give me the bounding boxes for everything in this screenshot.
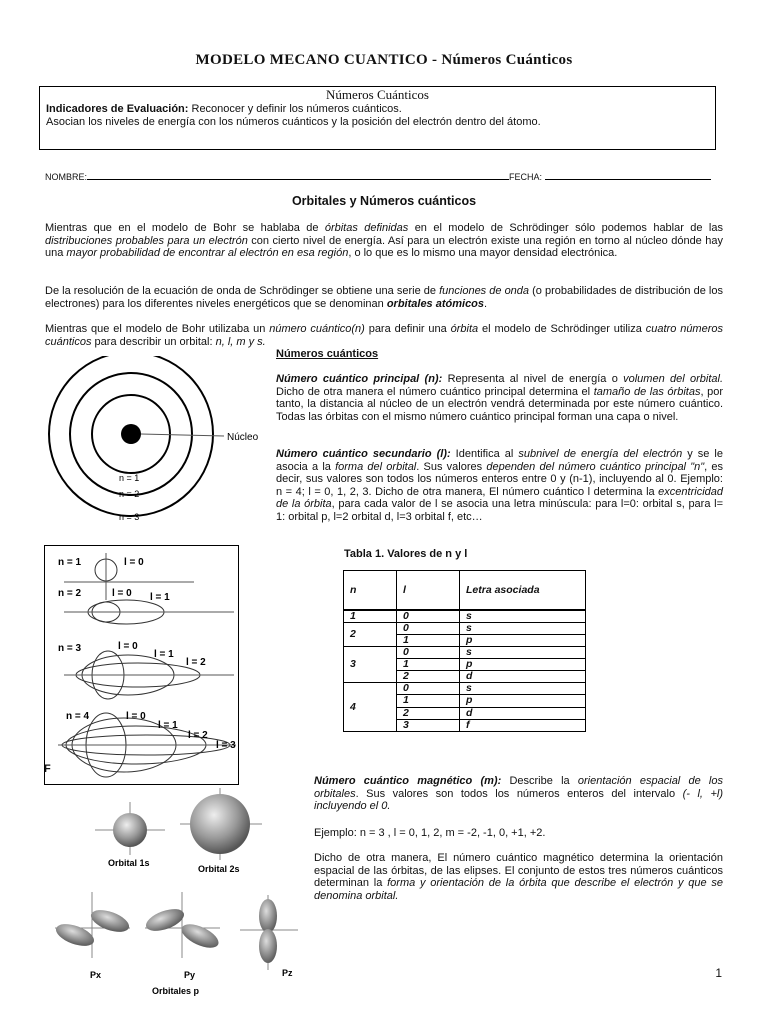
row-n1-l0: l = 0 <box>124 557 144 568</box>
nucleus-label: Núcleo <box>227 432 259 443</box>
level-label-1: n = 1 <box>119 473 140 483</box>
paragraph-2: De la resolución de la ecuación de onda de Schrödinger se obtiene una serie de funciones de onda (o probabilidades de distribución de los electrones) para los diferentes niveles energéticos que se denominan orbitales atómicos. <box>45 285 723 310</box>
orbitales-p-caption: Orbitales p <box>152 986 200 996</box>
px-lobe <box>88 906 132 937</box>
page-number: 1 <box>715 966 722 980</box>
header-l: l <box>397 571 460 610</box>
section-title: Orbitales y Números cuánticos <box>291 194 477 208</box>
level-label-2: n = 2 <box>119 489 140 499</box>
orbit-shapes-diagram <box>44 545 239 785</box>
row-n1: n = 1 <box>58 557 82 568</box>
py-lobe <box>143 905 187 936</box>
table-row: 1 p <box>344 659 586 671</box>
py-lobe <box>178 919 222 952</box>
name-date-row <box>45 170 725 182</box>
name-label: NOMBRE: <box>45 172 88 182</box>
orbital-1s-label: Orbital 1s <box>108 858 150 868</box>
table-row: 2 d <box>344 671 586 683</box>
principal-paragraph: Número cuántico principal (n): Representa al nivel de energía o volumen del orbital. Dicho de otra manera el número cuántico principal determina el tamaño de las órbitas, por tanto, la distancia al núcleo de un electrón vendrá determinada por este número cuántico. Todas las órbitas con el mismo número cuántico principal forman una capa o nivel. <box>276 373 724 423</box>
paragraph-1: Mientras que en el modelo de Bohr se hablaba de órbitas definidas en el modelo de Schrödinger sólo podemos hablar de las distribuciones probables para un electrón con cierto nivel de energía. Así para un electrón existe una región en torno al núcleo dónde hay una mayor probabilidad de encontrar al electrón en esa región, o lo que es lo mismo una mayor densidad electrónica. <box>45 222 724 259</box>
orbital-py-label: Py <box>184 970 196 980</box>
box-title: Números Cuánticos <box>326 87 429 102</box>
px-lobe <box>53 920 97 951</box>
row-n4: n = 4 <box>66 711 90 722</box>
indicator-label: Indicadores de Evaluación: <box>46 103 189 115</box>
row-n3-l0: l = 0 <box>118 641 138 652</box>
orbital-2s-label: Orbital 2s <box>198 864 240 874</box>
nucleus-pointer <box>141 434 224 436</box>
orbital-images <box>50 780 310 1002</box>
secondary-paragraph: Número cuántico secundario (l): Identifica al subnivel de energía del electrón y se le asocia a la forma del orbital. Sus valores dependen del número cuántico principal "n", es decir, sus valores son todos los números enteros entre 0 y (n-1), incluyendo al 0. Ejemplo: n = 4; l = 0, 1, 2, 3. Dicho de otra manera, El número cuántico l determina la excentricidad de la órbita, para cada valor de l se asocia una letra minúscula: para l=0: orbital s, para l= 1: orbital p, l=2 orbital d, l=3 orbital f, etc… <box>276 448 724 523</box>
page-title: MODELO MECANO CUANTICO - Números Cuánticos <box>195 52 573 68</box>
date-label: FECHA: <box>509 172 543 182</box>
row-n2-l1: l = 1 <box>150 592 170 603</box>
row-n4-l3: l = 3 <box>216 740 236 751</box>
pz-lobe <box>259 929 277 963</box>
row-n4-l1: l = 1 <box>158 720 178 731</box>
table-row: 2 0 s <box>344 623 586 635</box>
row-n3-l2: l = 2 <box>186 657 206 668</box>
row-n3: n = 3 <box>58 643 82 654</box>
indicator-line-2: Asocian los niveles de energía con los números cuánticos y la posición del electrón dentro del átomo. <box>46 116 541 128</box>
magnetic-paragraph: Número cuántico magnético (m): Describe la orientación espacial de los orbitales. Sus valores son todos los números enteros del intervalo (- l, +l) incluyendo el 0. <box>314 775 723 812</box>
indicators-box <box>39 86 716 150</box>
level-label-3: n = 3 <box>119 512 140 522</box>
row-n3-l1: l = 1 <box>154 649 174 660</box>
row-n2-l0: l = 0 <box>112 588 132 599</box>
n-l-table <box>343 570 586 732</box>
table-header-row <box>344 571 586 610</box>
orbital-pz-label: Pz <box>282 968 293 978</box>
paragraph-3: Mientras que el modelo de Bohr utilizaba un número cuántico(n) para definir una órbita el modelo de Schrödinger utiliza cuatro números cuánticos para describir un orbital: n, l, m y s. <box>45 323 723 348</box>
table-row: 4 0 s <box>344 683 586 695</box>
bohr-diagram <box>38 356 268 526</box>
table-row: 3 0 s <box>344 647 586 659</box>
pz-lobe <box>259 899 277 933</box>
row-n4-l2: l = 2 <box>188 730 208 741</box>
quantum-numbers-subheading: Números cuánticos <box>276 348 379 360</box>
row-n2: n = 2 <box>58 588 82 599</box>
table-row: 1 p <box>344 635 586 647</box>
nucleus <box>121 424 141 444</box>
table-row: 3 f <box>344 719 586 731</box>
name-field[interactable] <box>87 170 509 180</box>
orbital-px-label: Px <box>90 970 102 980</box>
table-caption: Tabla 1. Valores de n y l <box>344 548 468 560</box>
table-row: 2 d <box>344 707 586 719</box>
stray-letter: F <box>44 763 51 775</box>
magnetic-example: Ejemplo: n = 3 , l = 0, 1, 2, m = -2, -1, 0, +1, +2. <box>314 827 546 839</box>
table-row: 1 p <box>344 695 586 707</box>
diagram-frame <box>45 546 239 785</box>
table-row: 1 0 s <box>344 611 586 623</box>
date-field[interactable] <box>545 170 711 180</box>
indicator-line-1 <box>40 103 715 116</box>
orbital-2s-sphere <box>190 794 250 854</box>
orbital-1s-sphere <box>113 813 147 847</box>
header-n: n <box>344 571 397 610</box>
indicator-text: Reconocer y definir los números cuánticos. <box>188 103 402 115</box>
magnetic-paragraph-2: Dicho de otra manera, El número cuántico magnético determina la orientación espacial de las órbitas, de las elipses. El conjunto de estos tres números cuánticos determinan la forma y orientación de la órbita que describe el electrón y que se denomina orbital. <box>314 852 723 902</box>
header-letter: Letra asociada <box>460 571 586 610</box>
row-n4-l0: l = 0 <box>126 711 146 722</box>
